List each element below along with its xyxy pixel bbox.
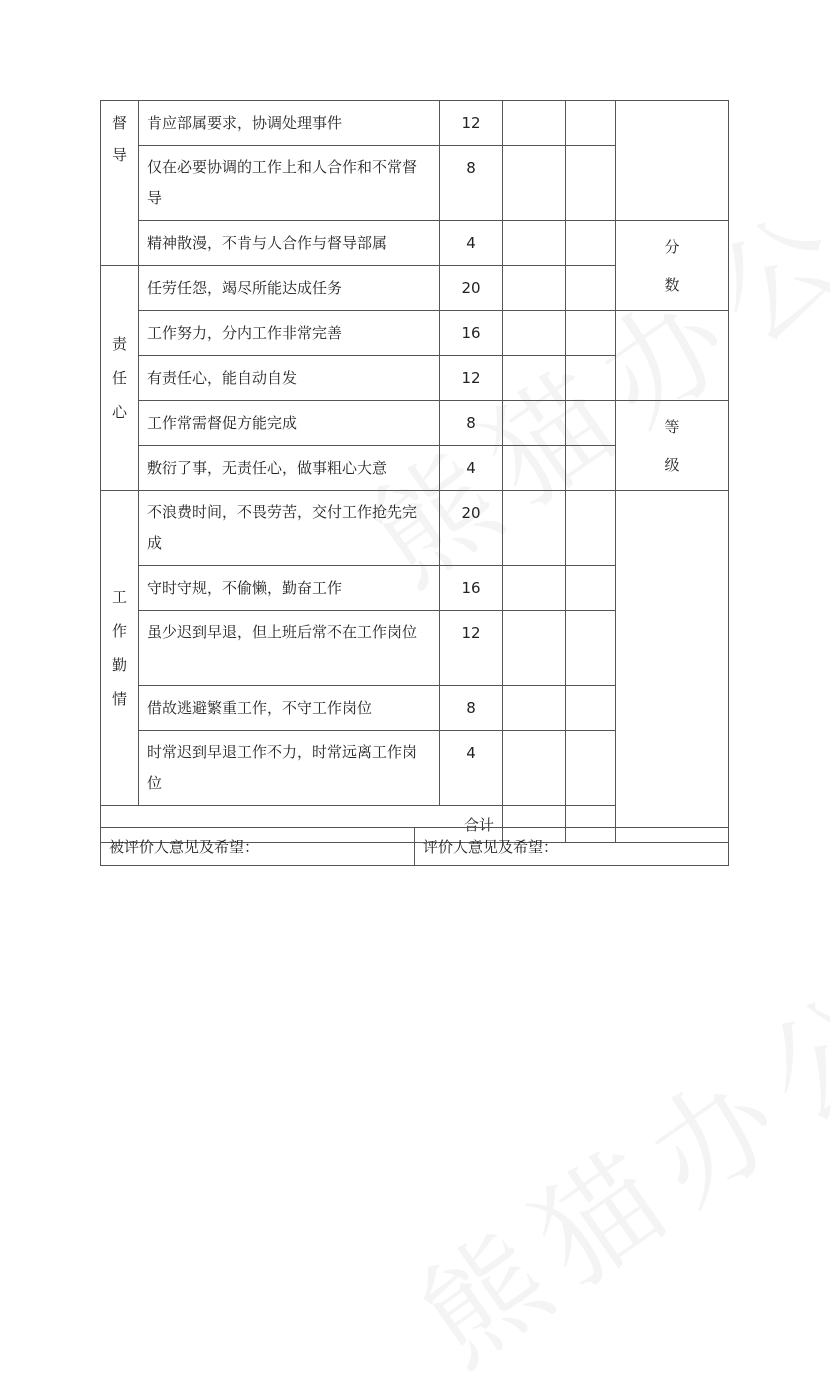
rating-cell[interactable]	[566, 566, 616, 611]
rating-cell[interactable]	[503, 491, 566, 566]
criterion-description: 有责任心，能自动自发	[139, 356, 440, 401]
criterion-description: 守时守规，不偷懒，勤奋工作	[139, 566, 440, 611]
rating-cell[interactable]	[566, 266, 616, 311]
table-row	[101, 401, 729, 446]
criterion-description: 肯应部属要求，协调处理事件	[139, 101, 440, 146]
rating-cell[interactable]	[503, 731, 566, 806]
criterion-description: 时常迟到早退工作不力，时常远离工作岗位	[139, 731, 440, 806]
table-row	[101, 221, 729, 266]
criterion-description: 虽少迟到早退，但上班后常不在工作岗位	[139, 611, 440, 686]
rating-cell[interactable]	[503, 611, 566, 686]
criterion-description: 任劳任怨，竭尽所能达成任务	[139, 266, 440, 311]
side-blank-cell	[616, 491, 729, 843]
rating-cell[interactable]	[503, 566, 566, 611]
score-value: 12	[440, 356, 503, 401]
rating-cell[interactable]	[566, 611, 616, 686]
rating-cell[interactable]	[503, 146, 566, 221]
table-row	[101, 101, 729, 146]
rating-cell[interactable]	[566, 446, 616, 491]
evaluatee-opinion-field[interactable]: 被评价人意见及希望：	[101, 828, 415, 866]
total-label: 合计	[101, 806, 503, 843]
evaluator-opinion-field[interactable]: 评价人意见及希望：	[415, 828, 729, 866]
category-cell	[101, 491, 139, 806]
score-value: 20	[440, 266, 503, 311]
rating-cell[interactable]	[503, 311, 566, 356]
rating-cell[interactable]	[566, 356, 616, 401]
side-blank-cell	[616, 311, 729, 401]
rating-cell[interactable]	[503, 221, 566, 266]
rating-cell[interactable]	[566, 491, 616, 566]
score-value: 8	[440, 146, 503, 221]
rating-cell[interactable]	[566, 221, 616, 266]
category-cell	[101, 266, 139, 491]
opinion-table	[100, 827, 729, 866]
rating-cell[interactable]	[503, 401, 566, 446]
score-value: 12	[440, 101, 503, 146]
criterion-description: 敷衍了事，无责任心，做事粗心大意	[139, 446, 440, 491]
rating-cell[interactable]	[503, 356, 566, 401]
criterion-description: 不浪费时间，不畏劳苦，交付工作抢先完成	[139, 491, 440, 566]
table-row	[101, 491, 729, 566]
rating-cell[interactable]	[566, 731, 616, 806]
rating-cell[interactable]	[503, 686, 566, 731]
score-value: 4	[440, 221, 503, 266]
criterion-description: 工作努力，分内工作非常完善	[139, 311, 440, 356]
criterion-description: 精神散漫，不肯与人合作与督导部属	[139, 221, 440, 266]
category-label: 责任心	[111, 335, 127, 421]
side-blank-cell	[616, 101, 729, 221]
table-row	[101, 311, 729, 356]
grade-side-label: 等级	[616, 401, 729, 491]
rating-cell[interactable]	[566, 101, 616, 146]
criterion-description: 借故逃避繁重工作，不守工作岗位	[139, 686, 440, 731]
watermark	[381, 935, 830, 1397]
criterion-description: 工作常需督促方能完成	[139, 401, 440, 446]
score-value: 8	[440, 401, 503, 446]
evaluation-table	[100, 100, 729, 843]
category-label: 督导	[111, 114, 127, 164]
score-value: 16	[440, 566, 503, 611]
score-value: 20	[440, 491, 503, 566]
criterion-description: 仅在必要协调的工作上和人合作和不常督导	[139, 146, 440, 221]
category-label: 工作勤情	[111, 588, 127, 708]
rating-cell[interactable]	[503, 101, 566, 146]
rating-cell[interactable]	[566, 686, 616, 731]
rating-cell[interactable]	[503, 266, 566, 311]
score-value: 4	[440, 731, 503, 806]
score-value: 8	[440, 686, 503, 731]
category-cell	[101, 101, 139, 266]
rating-cell[interactable]	[503, 446, 566, 491]
score-value: 12	[440, 611, 503, 686]
score-side-label: 分数	[616, 221, 729, 311]
score-value: 16	[440, 311, 503, 356]
rating-cell[interactable]	[566, 146, 616, 221]
rating-cell[interactable]	[566, 401, 616, 446]
rating-cell[interactable]	[566, 311, 616, 356]
score-value: 4	[440, 446, 503, 491]
